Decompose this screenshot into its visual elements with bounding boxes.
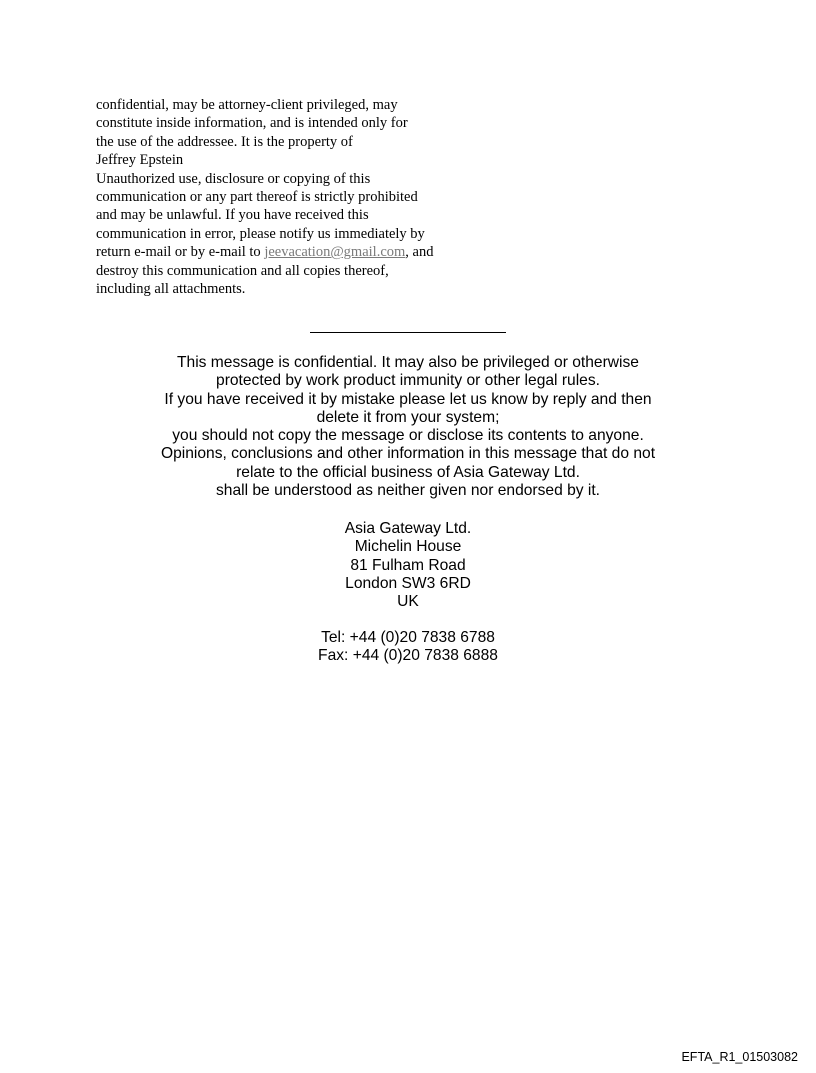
notice-line: destroy this communication and all copies thereof, [96,262,389,279]
document-id: EFTA_R1_01503082 [681,1050,798,1064]
disclaimer [0,354,816,500]
address-country: UK [397,593,419,611]
notice-line: communication or any part thereof is strictly prohibited [96,189,418,206]
notice-email-line [96,243,516,261]
company-name: Asia Gateway Ltd. [344,520,472,537]
disclaimer-line: relate to the official business of Asia Gateway Ltd. [236,463,580,481]
disclaimer-line: shall be understood as neither given nor endorsed by it. [215,482,601,500]
company-address [0,520,816,611]
notice-line: constitute inside information, and is intended only for [96,115,408,132]
telephone: Tel: +44 (0)20 7838 6788 [321,629,495,646]
address-city: London SW3 6RD [345,574,471,592]
email-link[interactable]: jeevacation@gmail.com [264,244,406,261]
divider-line [310,332,506,333]
email-line-prefix: return e-mail or by e-mail to [96,244,265,261]
notice-line: Jeffrey Epstein [96,152,184,169]
confidentiality-notice [96,96,516,298]
address-building: Michelin House [354,538,462,556]
notice-line: and may be unlawful. If you have received this [96,207,369,224]
disclaimer-line: you should not copy the message or disclose its contents to anyone. [172,427,644,445]
email-line-suffix: , and [405,244,434,261]
address-street: 81 Fulham Road [350,556,466,574]
notice-line: confidential, may be attorney-client privileged, may [96,97,398,113]
disclaimer-line: If you have received it by mistake please let us know by reply and then [164,390,652,408]
disclaimer-line: Opinions, conclusions and other information in this message that do not [160,445,656,463]
notice-line: the use of the addressee. It is the property of [96,133,353,150]
disclaimer-line: protected by work product immunity or other legal rules. [216,372,600,390]
notice-line: including all attachments. [96,281,246,298]
notice-line: communication in error, please notify us immediately by [96,225,425,242]
disclaimer-line: This message is confidential. It may also be privileged or otherwise [177,354,639,371]
notice-line: Unauthorized use, disclosure or copying of this [96,170,371,187]
fax: Fax: +44 (0)20 7838 6888 [318,647,498,665]
disclaimer-line: delete it from your system; [316,408,500,426]
contact-info [0,629,816,666]
